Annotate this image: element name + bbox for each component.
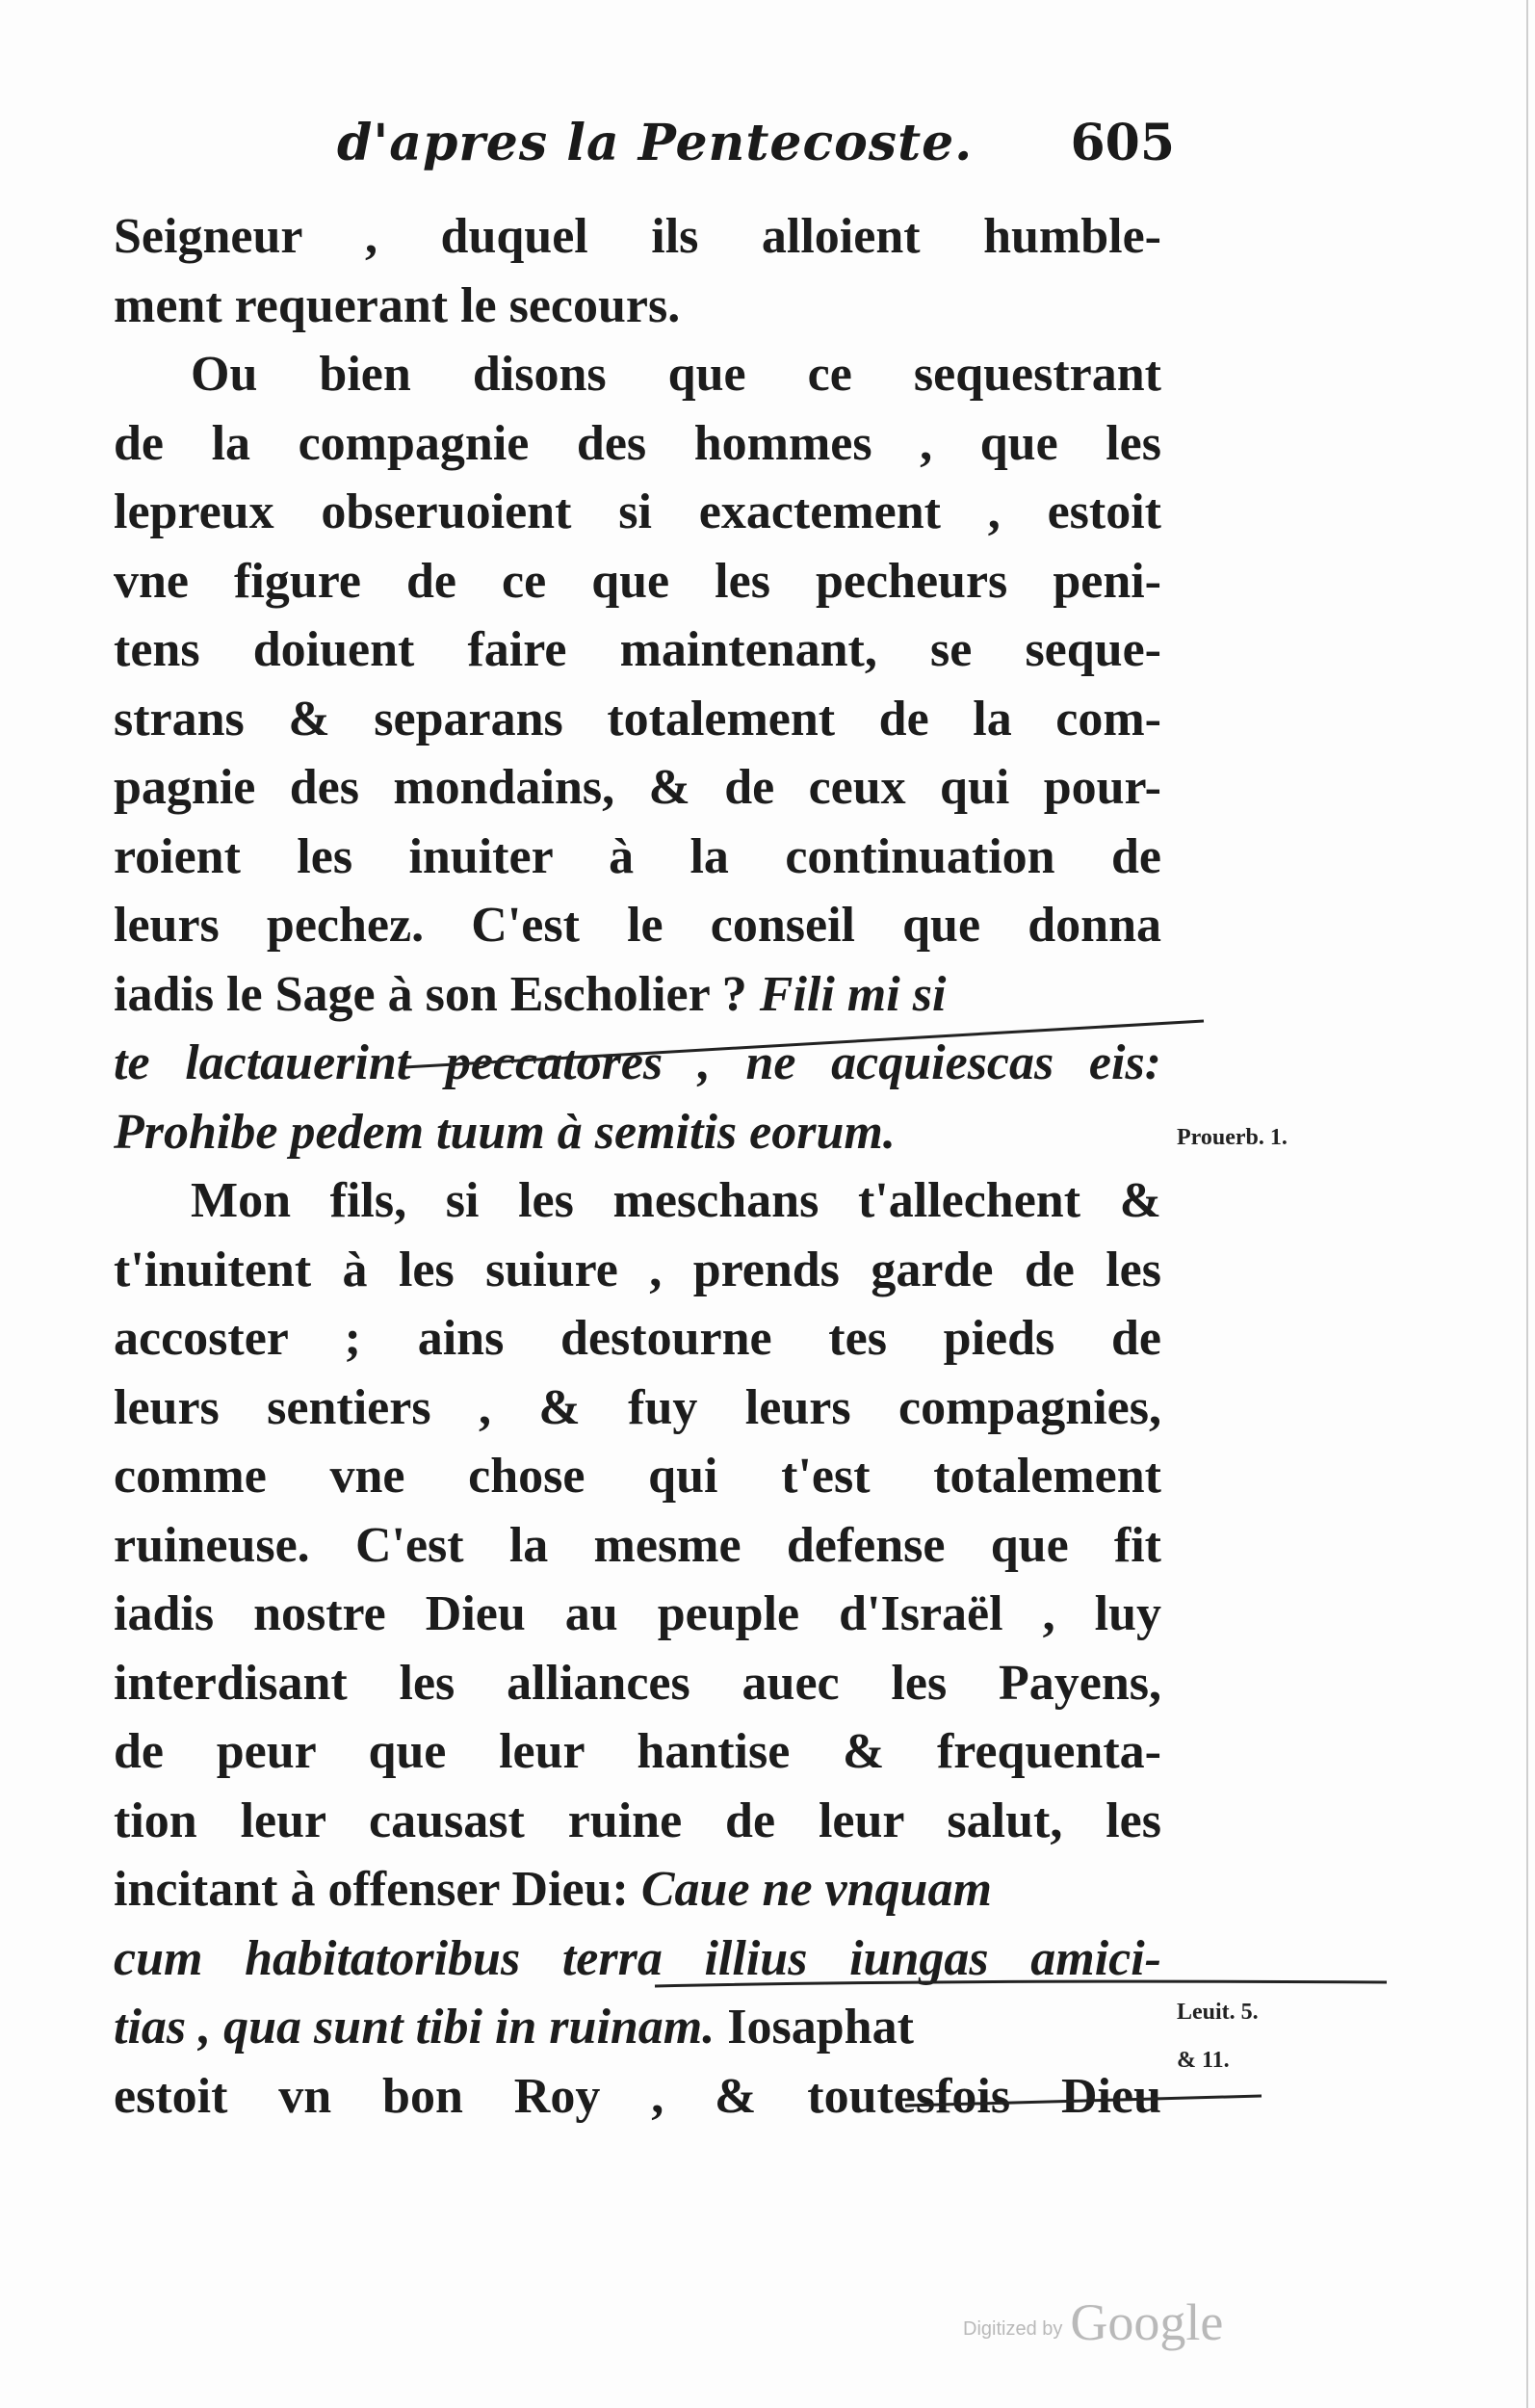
- text-line: leurs sentiers , & fuy leurs compagnies,: [114, 1379, 1161, 1435]
- text-line: pagnie des mondains, & de ceux qui pour-: [114, 760, 1161, 815]
- text-line: estoit vn bon Roy , & toutesfois Dieu: [114, 2068, 1161, 2124]
- latin-quote-line: cum habitatoribus terra illius iungas amici-: [114, 1930, 1161, 1986]
- digitized-watermark: [963, 2290, 1224, 2351]
- text-line: vne figure de ce que les pecheurs peni-: [114, 553, 1161, 609]
- watermark-prefix: Digitized by: [963, 2318, 1063, 2340]
- page-number: 605: [1070, 114, 1175, 172]
- google-logo: Google: [1070, 2293, 1224, 2351]
- latin-quote: tias , qua sunt tibi in ruinam.: [114, 2000, 715, 2055]
- latin-quote: Fili mi si: [759, 966, 947, 1022]
- text-line: ruineuse. C'est la mesme defense que fit: [114, 1517, 1161, 1573]
- text-line: Mon fils, si les meschans t'allechent &: [191, 1173, 1161, 1228]
- text-line: lepreux obseruoient si exactement , estoit: [114, 484, 1161, 539]
- text-line: leurs pechez. C'est le conseil que donna: [114, 898, 1161, 953]
- latin-quote-line: Prohibe pedem tuum à semitis eorum.: [114, 1104, 896, 1160]
- margin-note-leviticus-cont: & 11.: [1177, 2048, 1230, 2073]
- text-segment: iadis le Sage à son Escholier ?: [114, 966, 747, 1022]
- latin-quote: Caue ne vnquam: [640, 1862, 992, 1917]
- text-line: accoster ; ains destourne tes pieds de: [114, 1311, 1161, 1366]
- text-line: iadis nostre Dieu au peuple d'Israël , luy: [114, 1586, 1161, 1641]
- margin-note-leviticus: Leuit. 5.: [1177, 2000, 1259, 2025]
- text-line: interdisant les alliances auec les Payens,: [114, 1655, 1161, 1711]
- underline-stroke: [404, 1021, 1204, 1067]
- text-line: comme vne chose qui t'est totalement: [114, 1449, 1161, 1504]
- text-segment: incitant à offenser Dieu:: [114, 1862, 629, 1917]
- text-line: Seigneur , duquel ils alloient humble-: [114, 209, 1161, 264]
- underline-stroke: [655, 1981, 1387, 1986]
- text-line: strans & separans totalement de la com-: [114, 691, 1161, 746]
- margin-note-proverbs: Prouerb. 1.: [1177, 1125, 1288, 1150]
- latin-quote-line: te lactauerint peccatores , ne acquiescas eis:: [114, 1035, 1161, 1090]
- text-line: roient les inuiter à la continuation de: [114, 828, 1161, 884]
- text-line: tion leur causast ruine de leur salut, les: [114, 1793, 1161, 1848]
- text-line: tens doiuent faire maintenant, se seque-: [114, 622, 1161, 677]
- text-line: de la compagnie des hommes , que les: [114, 415, 1161, 471]
- running-head: d'apres la Pentecoste.: [337, 114, 974, 172]
- text-line: de peur que leur hantise & frequenta-: [114, 1724, 1161, 1779]
- text-segment: Iosaphat: [727, 2000, 914, 2055]
- text-line: t'inuitent à les suiure , prends garde de les: [114, 1242, 1161, 1297]
- text-line: ment requerant le secours.: [114, 277, 681, 333]
- text-line: Ou bien disons que ce sequestrant: [191, 347, 1161, 402]
- underline-stroke: [905, 2096, 1262, 2106]
